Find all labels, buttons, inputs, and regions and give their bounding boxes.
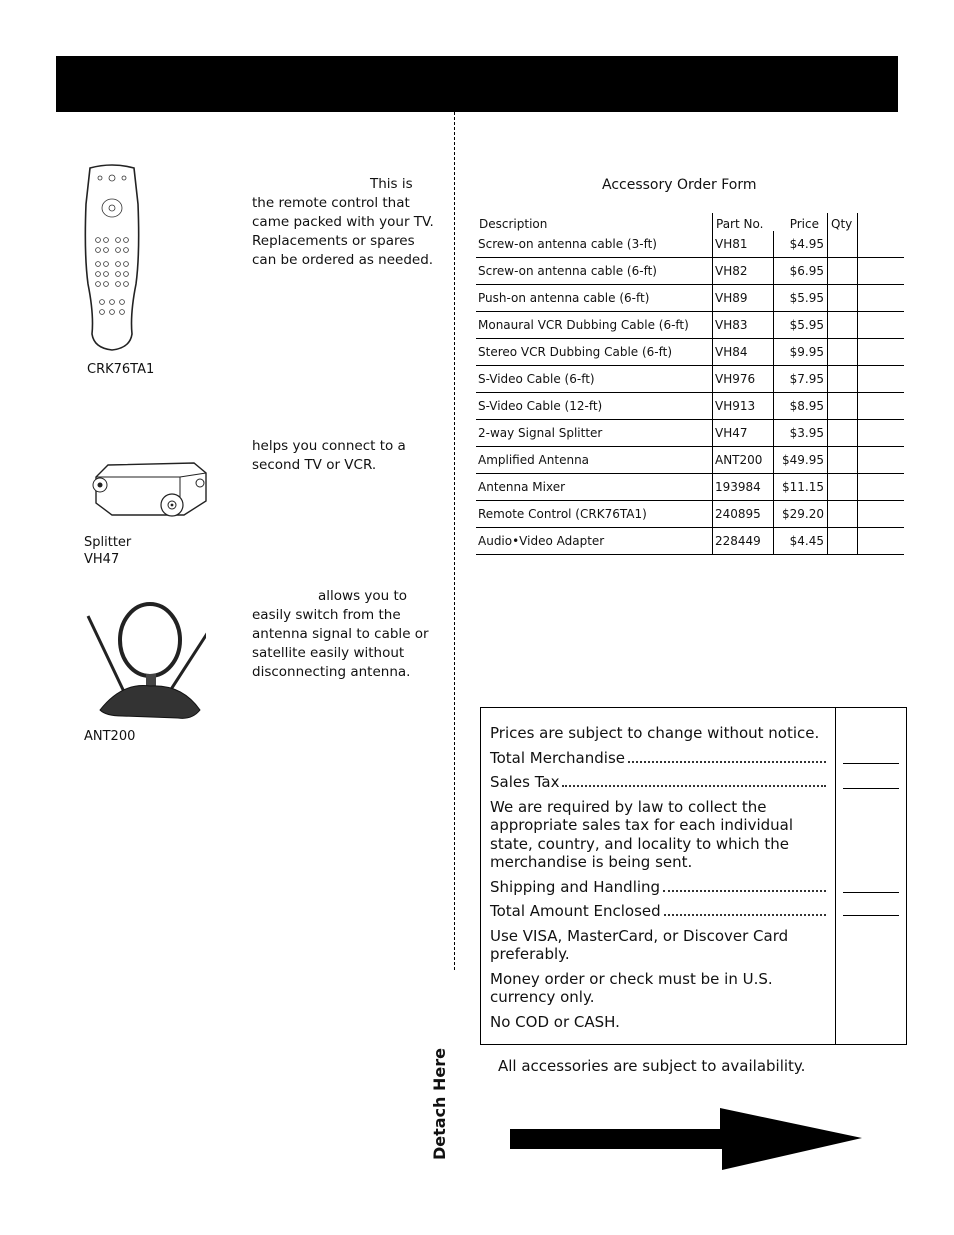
splitter-model-label: VH47 <box>84 552 120 567</box>
item-qty-cell[interactable] <box>828 474 858 501</box>
remote-control-icon <box>80 164 144 354</box>
item-qty-cell[interactable] <box>828 231 858 258</box>
item-total-cell[interactable] <box>858 501 905 528</box>
item-part-no: VH82 <box>713 258 774 285</box>
antenna-description: allows you to easily switch from the antenna signal to cable or satellite easily without disconnecting antenna. <box>252 588 429 680</box>
price-notice: Prices are subject to change without notice. <box>490 724 820 742</box>
order-row <box>476 474 904 501</box>
order-row <box>476 366 904 393</box>
item-part-no: VH84 <box>713 339 774 366</box>
item-total-cell[interactable] <box>858 339 905 366</box>
item-total-cell[interactable] <box>858 231 905 258</box>
order-row <box>476 393 904 420</box>
order-summary-box <box>480 707 907 1045</box>
item-part-no: 228449 <box>713 528 774 555</box>
order-row <box>476 285 904 312</box>
item-qty-cell[interactable] <box>828 501 858 528</box>
shipping-label: Shipping and Handling <box>490 877 661 896</box>
item-total-cell[interactable] <box>858 312 905 339</box>
item-description: Remote Control (CRK76TA1) <box>476 501 713 528</box>
remote-model-label: CRK76TA1 <box>87 362 155 377</box>
header-part-no: Part No. <box>713 213 774 231</box>
item-description: Monaural VCR Dubbing Cable (6-ft) <box>476 312 713 339</box>
order-row <box>476 528 904 555</box>
sales-tax-row <box>490 773 826 792</box>
item-price: $7.95 <box>774 366 828 393</box>
splitter-icon <box>84 455 212 523</box>
antenna-icon <box>82 598 206 722</box>
order-table <box>476 213 904 555</box>
remote-description: This is the remote control that came packed with your TV. Replacements or spares can be ordered as needed. <box>252 176 434 268</box>
item-qty-cell[interactable] <box>828 339 858 366</box>
order-table-header <box>476 213 904 231</box>
item-qty-cell[interactable] <box>828 258 858 285</box>
item-description: 2-way Signal Splitter <box>476 420 713 447</box>
item-part-no: VH83 <box>713 312 774 339</box>
header-description: Description <box>479 217 548 231</box>
item-total-cell[interactable] <box>858 258 905 285</box>
item-qty-cell[interactable] <box>828 285 858 312</box>
item-price: $8.95 <box>774 393 828 420</box>
sales-tax-entry[interactable] <box>843 788 899 789</box>
total-merchandise-entry[interactable] <box>843 763 899 764</box>
order-row <box>476 339 904 366</box>
item-description: Amplified Antenna <box>476 447 713 474</box>
item-total-cell[interactable] <box>858 474 905 501</box>
item-price: $4.45 <box>774 528 828 555</box>
arrow-right-icon <box>510 1108 864 1172</box>
item-description: S-Video Cable (12-ft) <box>476 393 713 420</box>
no-cod-note: No COD or CASH. <box>490 1012 620 1031</box>
total-enclosed-row <box>490 902 826 921</box>
splitter-name-label: Splitter <box>84 535 132 550</box>
total-merchandise-row <box>490 749 826 768</box>
item-description: S-Video Cable (6-ft) <box>476 366 713 393</box>
item-description: Antenna Mixer <box>476 474 713 501</box>
tax-note: We are required by law to collect the appropriate sales tax for each individual state, country, and locality to which the merchandise is being sent. <box>490 797 794 871</box>
availability-note: All accessories are subject to availability. <box>498 1057 806 1075</box>
item-part-no: 193984 <box>713 474 774 501</box>
item-price: $4.95 <box>774 231 828 258</box>
item-total-cell[interactable] <box>858 393 905 420</box>
item-qty-cell[interactable] <box>828 528 858 555</box>
order-row <box>476 420 904 447</box>
item-description: Stereo VCR Dubbing Cable (6-ft) <box>476 339 713 366</box>
antenna-model-label: ANT200 <box>84 729 136 744</box>
splitter-description: helps you connect to a second TV or VCR. <box>252 438 406 473</box>
shipping-entry[interactable] <box>843 892 899 893</box>
total-enclosed-label: Total Amount Enclosed <box>490 902 661 920</box>
item-part-no: 240895 <box>713 501 774 528</box>
item-part-no: VH47 <box>713 420 774 447</box>
item-description: Screw-on antenna cable (6-ft) <box>476 258 713 285</box>
order-form-title: Accessory Order Form <box>602 177 757 193</box>
item-price: $49.95 <box>774 447 828 474</box>
item-qty-cell[interactable] <box>828 366 858 393</box>
item-price: $3.95 <box>774 420 828 447</box>
item-total-cell[interactable] <box>858 420 905 447</box>
detach-line <box>454 112 455 970</box>
item-qty-cell[interactable] <box>828 420 858 447</box>
item-qty-cell[interactable] <box>828 312 858 339</box>
item-price: $5.95 <box>774 285 828 312</box>
order-row <box>476 312 904 339</box>
item-part-no: VH81 <box>713 231 774 258</box>
header-total <box>858 213 905 231</box>
item-price: $11.15 <box>774 474 828 501</box>
item-total-cell[interactable] <box>858 285 905 312</box>
item-total-cell[interactable] <box>858 447 905 474</box>
header-price: Price <box>789 217 819 231</box>
item-qty-cell[interactable] <box>828 447 858 474</box>
item-total-cell[interactable] <box>858 528 905 555</box>
item-total-cell[interactable] <box>858 366 905 393</box>
item-price: $6.95 <box>774 258 828 285</box>
item-price: $29.20 <box>774 501 828 528</box>
header-bar <box>56 56 898 112</box>
item-description: Audio•Video Adapter <box>476 528 713 555</box>
item-part-no: ANT200 <box>713 447 774 474</box>
summary-divider <box>835 708 836 1044</box>
item-part-no: VH913 <box>713 393 774 420</box>
detach-label: Detach Here <box>430 1047 449 1160</box>
item-qty-cell[interactable] <box>828 393 858 420</box>
order-row <box>476 447 904 474</box>
order-row <box>476 501 904 528</box>
item-price: $5.95 <box>774 312 828 339</box>
order-row <box>476 231 904 258</box>
header-qty: Qty <box>828 213 858 231</box>
card-note: Use VISA, MasterCard, or Discover Card preferably. <box>490 926 789 963</box>
item-description: Push-on antenna cable (6-ft) <box>476 285 713 312</box>
item-price: $9.95 <box>774 339 828 366</box>
order-row <box>476 258 904 285</box>
item-part-no: VH89 <box>713 285 774 312</box>
item-description: Screw-on antenna cable (3-ft) <box>476 231 713 258</box>
total-merchandise-label: Total Merchandise <box>490 748 625 767</box>
shipping-row <box>490 878 826 897</box>
total-enclosed-entry[interactable] <box>843 915 899 916</box>
sales-tax-label: Sales Tax <box>490 773 560 791</box>
item-part-no: VH976 <box>713 366 774 393</box>
currency-note: Money order or check must be in U.S. currency only. <box>490 969 773 1006</box>
